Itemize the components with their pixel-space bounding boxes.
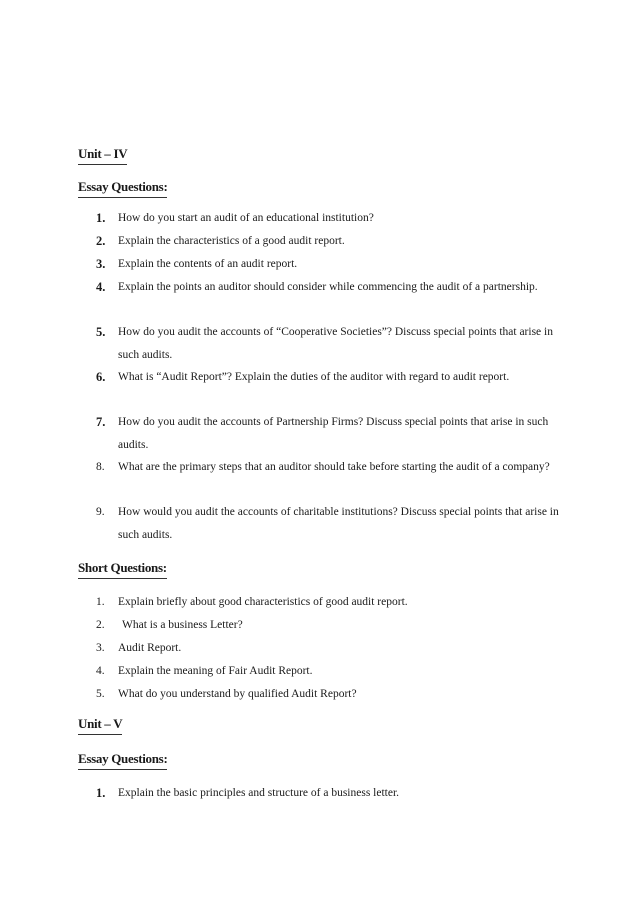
question-text: How do you audit the accounts of “Cooperative Societies”? Discuss special points that arise in such audits. <box>118 326 553 361</box>
question-text: Explain the points an auditor should consider while commencing the audit of a partnership. <box>118 281 538 293</box>
question-text: Explain briefly about good characteristics of good audit report. <box>118 596 408 608</box>
essay-question <box>96 411 576 457</box>
essay-question <box>96 230 576 253</box>
question-number: 9. <box>96 506 105 518</box>
essay-question <box>96 456 576 479</box>
essay-question <box>96 321 576 367</box>
question-number: 1. <box>96 596 105 608</box>
short-question <box>96 591 576 614</box>
essay-question <box>96 207 576 230</box>
question-text: How do you start an audit of an educational institution? <box>118 212 374 224</box>
unit-5-essay-heading: Essay Questions: <box>78 751 167 770</box>
question-number: 8. <box>96 461 105 473</box>
question-number: 2. <box>96 234 106 248</box>
question-text: Explain the contents of an audit report. <box>118 258 298 270</box>
unit-4-title: Unit – IV <box>78 146 127 165</box>
essay-question <box>96 366 576 389</box>
question-text: Audit Report. <box>118 642 182 654</box>
unit-4-short-heading: Short Questions: <box>78 560 167 579</box>
short-question <box>96 614 576 637</box>
question-number: 5. <box>96 325 106 339</box>
question-text: Explain the basic principles and structure of a business letter. <box>118 787 400 799</box>
question-text: Explain the characteristics of a good audit report. <box>118 235 345 247</box>
question-text: How do you audit the accounts of Partnership Firms? Discuss special points that arise in such audits. <box>118 416 549 451</box>
short-question <box>96 637 576 660</box>
short-question <box>96 683 576 706</box>
question-number: 3. <box>96 257 106 271</box>
essay-question <box>96 253 576 276</box>
question-number: 2. <box>96 619 105 631</box>
question-number: 1. <box>96 211 106 225</box>
question-number: 4. <box>96 280 106 294</box>
question-number: 3. <box>96 642 105 654</box>
question-number: 7. <box>96 415 106 429</box>
question-number: 4. <box>96 665 105 677</box>
question-text: What do you understand by qualified Audit Report? <box>118 688 357 700</box>
essay-question <box>96 782 576 805</box>
question-text: What is “Audit Report”? Explain the duties of the auditor with regard to audit report. <box>118 371 510 383</box>
question-text: Explain the meaning of Fair Audit Report. <box>118 665 313 677</box>
question-number: 1. <box>96 786 106 800</box>
question-text: What is a business Letter? <box>122 619 243 631</box>
short-question <box>96 660 576 683</box>
question-text: How would you audit the accounts of charitable institutions? Discuss special points that arise in such audits. <box>118 506 559 541</box>
question-number: 5. <box>96 688 105 700</box>
question-number: 6. <box>96 370 106 384</box>
unit-5-title: Unit – V <box>78 716 122 735</box>
essay-question <box>96 276 576 299</box>
question-text: What are the primary steps that an auditor should take before starting the audit of a company? <box>118 461 550 473</box>
unit-4-essay-heading: Essay Questions: <box>78 179 167 198</box>
essay-question <box>96 501 576 547</box>
